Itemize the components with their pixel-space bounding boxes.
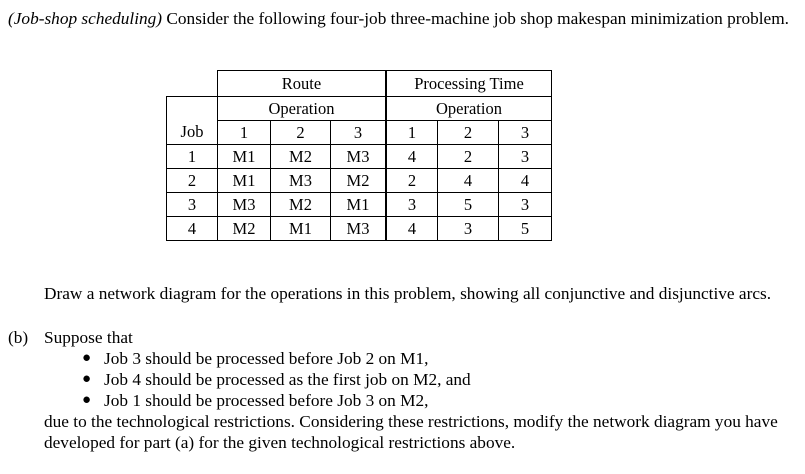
part-b-label: (b) bbox=[8, 328, 29, 347]
part-a-label bbox=[8, 283, 44, 304]
time-cell: 3 bbox=[499, 145, 552, 169]
route-op-1: 1 bbox=[218, 121, 271, 145]
bullet-icon: ● bbox=[82, 350, 92, 366]
time-cell: 4 bbox=[386, 145, 438, 169]
route-cell: M1 bbox=[331, 193, 387, 217]
time-cell: 4 bbox=[386, 217, 438, 241]
route-cell: M2 bbox=[271, 193, 331, 217]
job-cell: 3 bbox=[167, 193, 218, 217]
route-operation-header: Operation bbox=[218, 97, 387, 121]
problem-title: (Job-shop scheduling) bbox=[8, 9, 163, 28]
route-cell: M3 bbox=[331, 217, 387, 241]
bullet-icon: ● bbox=[82, 371, 92, 387]
time-cell: 5 bbox=[438, 193, 499, 217]
problem-statement: Consider the following four-job three-machine job shop makespan minimization problem. bbox=[162, 9, 789, 28]
job-cell: 2 bbox=[167, 169, 218, 193]
job-cell: 4 bbox=[167, 217, 218, 241]
part-b-closing: due to the technological restrictions. Considering these restrictions, modify the network diagram you have developed for part (a) for the given technological restrictions above. bbox=[44, 412, 778, 452]
part-b bbox=[8, 327, 798, 453]
route-cell: M1 bbox=[218, 169, 271, 193]
job-header: Job bbox=[167, 121, 218, 145]
route-cell: M2 bbox=[218, 217, 271, 241]
route-header: Route bbox=[218, 71, 387, 97]
time-op-3: 3 bbox=[499, 121, 552, 145]
time-cell: 4 bbox=[438, 169, 499, 193]
processing-time-header: Processing Time bbox=[386, 71, 552, 97]
time-cell: 2 bbox=[386, 169, 438, 193]
restriction-text: Job 3 should be processed before Job 2 on M1, bbox=[104, 349, 429, 368]
route-cell: M1 bbox=[271, 217, 331, 241]
time-op-1: 1 bbox=[386, 121, 438, 145]
route-cell: M2 bbox=[271, 145, 331, 169]
route-cell: M3 bbox=[271, 169, 331, 193]
time-cell: 3 bbox=[499, 193, 552, 217]
job-data-table bbox=[166, 70, 552, 241]
restriction-text: Job 1 should be processed before Job 3 on M2, bbox=[104, 391, 429, 410]
problem-intro bbox=[8, 8, 798, 29]
time-cell: 2 bbox=[438, 145, 499, 169]
time-op-2: 2 bbox=[438, 121, 499, 145]
bullet-icon: ● bbox=[82, 392, 92, 408]
time-cell: 3 bbox=[386, 193, 438, 217]
table-header-row bbox=[167, 71, 552, 97]
time-operation-header: Operation bbox=[386, 97, 552, 121]
list-item bbox=[82, 390, 798, 411]
table-row bbox=[167, 193, 552, 217]
route-cell: M3 bbox=[331, 145, 387, 169]
restriction-list bbox=[8, 348, 798, 411]
route-cell: M2 bbox=[331, 169, 387, 193]
table-subheader-row bbox=[167, 97, 552, 121]
route-op-2: 2 bbox=[271, 121, 331, 145]
part-a-text: Draw a network diagram for the operations in this problem, showing all conjunctive and disjunctive arcs. bbox=[44, 284, 772, 303]
time-cell: 3 bbox=[438, 217, 499, 241]
table-row bbox=[167, 145, 552, 169]
time-cell: 4 bbox=[499, 169, 552, 193]
route-op-3: 3 bbox=[331, 121, 387, 145]
list-item bbox=[82, 369, 798, 390]
list-item bbox=[82, 348, 798, 369]
table-row bbox=[167, 217, 552, 241]
table-row bbox=[167, 169, 552, 193]
restriction-text: Job 4 should be processed as the first job on M2, and bbox=[104, 370, 471, 389]
part-b-intro: Suppose that bbox=[44, 328, 133, 347]
table-operation-row bbox=[167, 121, 552, 145]
part-a bbox=[8, 283, 798, 304]
job-cell: 1 bbox=[167, 145, 218, 169]
route-cell: M1 bbox=[218, 145, 271, 169]
route-cell: M3 bbox=[218, 193, 271, 217]
time-cell: 5 bbox=[499, 217, 552, 241]
